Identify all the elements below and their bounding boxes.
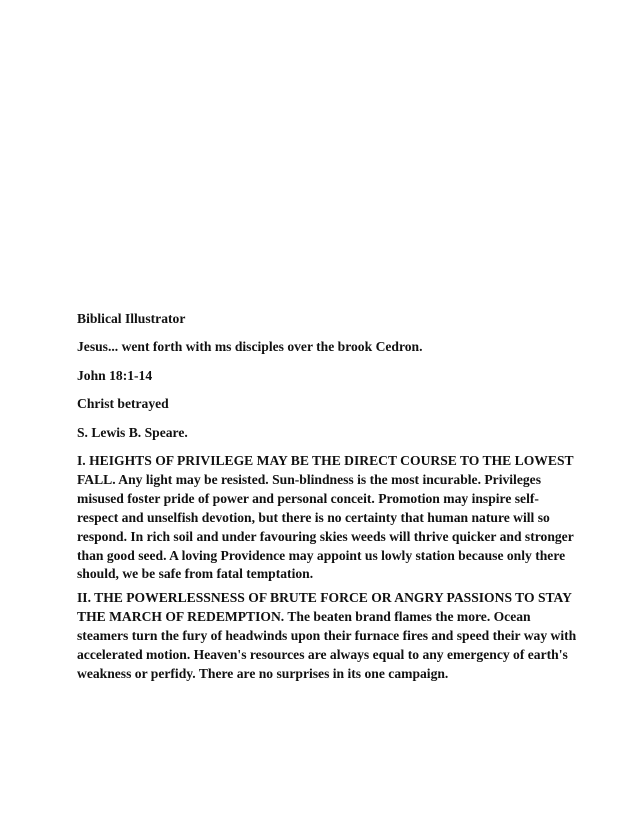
sermon-subject: Christ betrayed	[77, 396, 169, 412]
paragraph-2: II. THE POWERLESSNESS OF BRUTE FORCE OR ANGRY PASSIONS TO STAY THE MARCH OF REDEMPTION. The beaten brand flames the more. Ocean steamers turn the fury of headwinds upon their furnace fires and speed their way with accelerated motion. Heaven's resources are always equal to any emergency of earth's weakness or perfidy. There are no surprises in its one campaign.	[77, 590, 577, 681]
document-title: Biblical Illustrator	[77, 311, 186, 326]
verse-text: Jesus... went forth with ms disciples over the brook Cedron.	[77, 339, 423, 355]
paragraph-1: I. HEIGHTS OF PRIVILEGE MAY BE THE DIRECT COURSE TO THE LOWEST FALL. Any light may be resisted. Sun-blindness is the most incurable. Privileges misused foster pride of power and personal conceit. Promotion may inspire self-respect and unselfish devotion, but there is no certainty that human nature will so respond. In rich soil and under favouring skies weeds will thrive quicker and stronger than good seed. A loving Providence may appoint us lowly station because only there should, we be safe from fatal temptation.	[77, 453, 574, 582]
document-content	[77, 310, 577, 689]
scripture-reference: John 18:1-14	[77, 367, 153, 383]
author-name: S. Lewis B. Speare.	[77, 424, 188, 440]
